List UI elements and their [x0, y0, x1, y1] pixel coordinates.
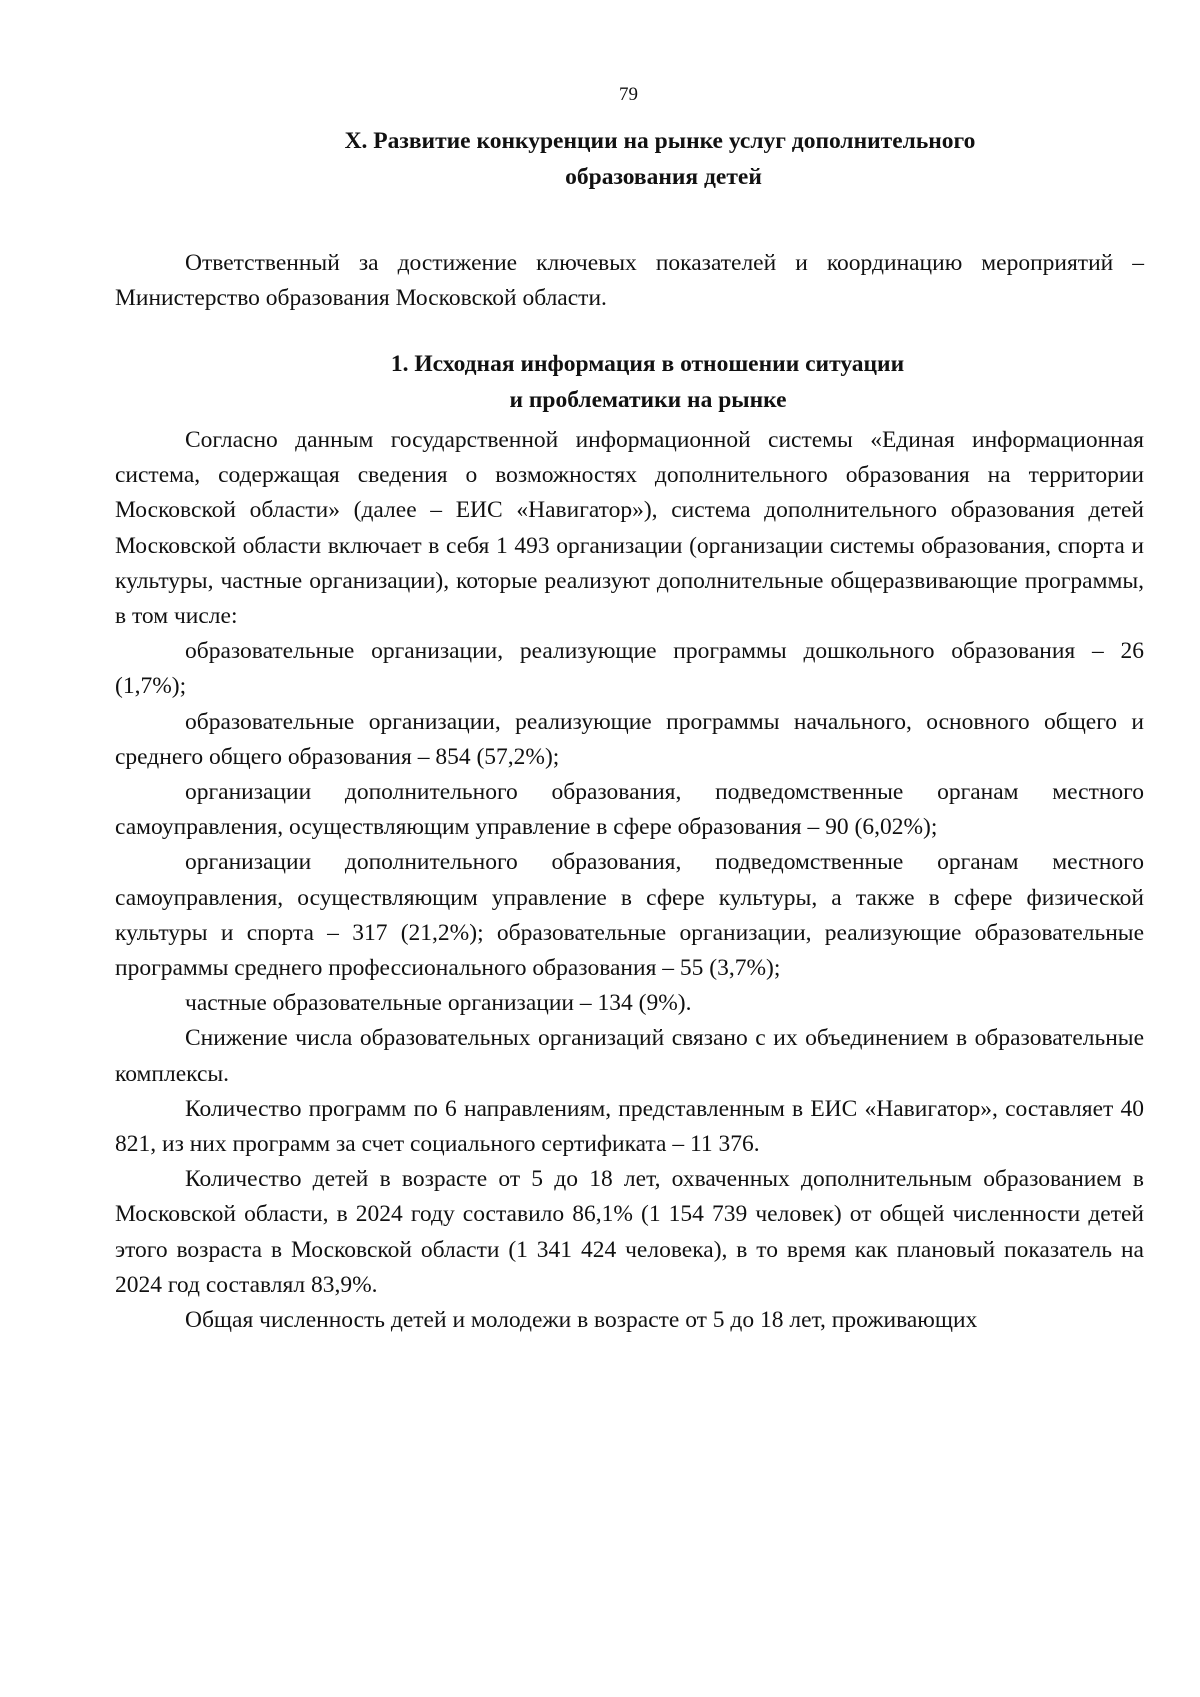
subsection-heading-line-2: и проблематики на рынке	[509, 387, 787, 413]
subsection-heading	[0, 346, 1200, 418]
subsection-heading-line-1: 1. Исходная информация в отношении ситуации	[390, 351, 905, 377]
paragraph-consolidation: Снижение числа образовательных организаций связано с их объединением в образовательные комплексы.	[115, 1025, 1144, 1087]
paragraph-navigator-intro: Согласно данным государственной информационной системы «Единая информационная система, содержащая сведения о возможностях дополнительного образования на территории Московской области» (далее – ЕИС «Навигатор»), система дополнительного образования детей Московской области включает в себя 1 493 организации (организации системы образования, спорта и культуры, частные организации), которые реализуют дополнительные общеразвивающие программы, в том числе:	[115, 427, 1144, 630]
section-heading	[0, 123, 1200, 195]
paragraph-programs-count: Количество программ по 6 направлениям, представленным в ЕИС «Навигатор», составляет 40 821, из них программ за счет социального сертификата – 11 376.	[115, 1095, 1144, 1158]
responsible-block	[115, 246, 1144, 316]
list-item-culture-sport: организации дополнительного образования, подведомственные органам местного самоуправления, осуществляющим управление в сфере культуры, а также в сфере физической культуры и спорта – 317 (21,2%); образовательные организации, реализующие образовательные программы среднего профессионального образования – 55 (3,7%);	[115, 849, 1144, 982]
list-item-private: частные образовательные организации – 134 (9%).	[185, 990, 692, 1017]
section-heading-line-1: X. Развитие конкуренции на рынке услуг дополнительного	[344, 128, 976, 154]
section-heading-line-2: образования детей	[565, 164, 762, 190]
paragraph-coverage: Количество детей в возрасте от 5 до 18 лет, охваченных дополнительным образованием в Московской области, в 2024 году составило 86,1% (1 154 739 человек) от общей численности детей этого возраста в Московской области (1 341 424 человека), в то время как плановый показатель на 2024 год составлял 83,9%.	[115, 1166, 1144, 1298]
responsible-paragraph: Ответственный за достижение ключевых показателей и координацию мероприятий – Министерство образования Московской области.	[115, 250, 1144, 312]
list-item-education-authority: организации дополнительного образования, подведомственные органам местного самоуправления, осуществляющим управление в сфере образования – 90 (6,02%);	[115, 779, 1144, 841]
list-item-general-education: образовательные организации, реализующие программы начального, основного общего и среднего общего образования – 854 (57,2%);	[115, 708, 1144, 770]
list-item-preschool: образовательные организации, реализующие программы дошкольного образования – 26 (1,7%);	[115, 638, 1144, 700]
page-number: 79	[619, 84, 638, 105]
body-text	[115, 423, 1144, 1338]
paragraph-population: Общая численность детей и молодежи в возрасте от 5 до 18 лет, проживающих	[185, 1307, 978, 1334]
